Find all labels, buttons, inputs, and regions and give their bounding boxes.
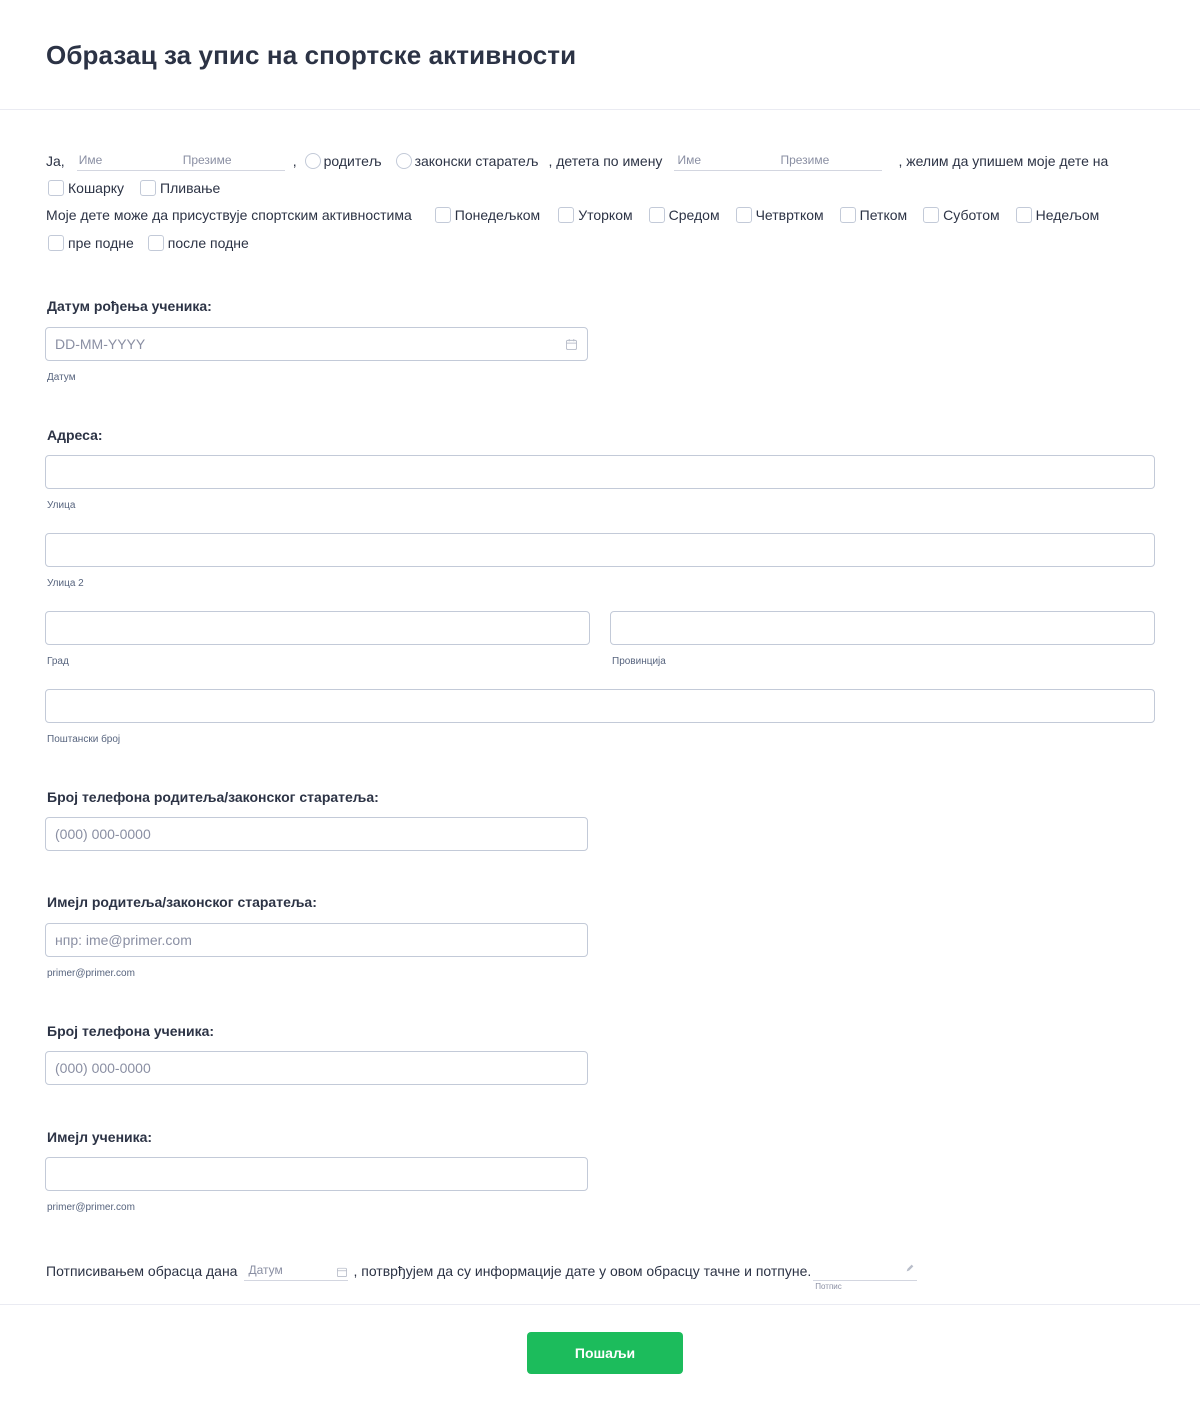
postal-code-input[interactable] bbox=[45, 689, 1155, 723]
calendar-icon[interactable] bbox=[566, 339, 577, 350]
parent-email-label: Имејл родитеља/законског старатеља: bbox=[47, 894, 317, 910]
checkbox-icon[interactable] bbox=[148, 235, 164, 251]
parent-email-input[interactable] bbox=[45, 923, 588, 957]
child-first-name-placeholder[interactable]: Име bbox=[677, 153, 701, 167]
days-row bbox=[46, 207, 1107, 223]
radio-parent-label: родитељ bbox=[323, 153, 382, 169]
signature-date-placeholder: Датум bbox=[248, 1263, 283, 1277]
birth-date-input[interactable] bbox=[45, 327, 588, 361]
parent-phone-label: Број телефона родитеља/законског старатеља: bbox=[47, 789, 379, 805]
checkbox-swimming[interactable] bbox=[140, 180, 220, 196]
student-phone-placeholder: (000) 000-0000 bbox=[55, 1060, 151, 1076]
signature-middle-text: , потврђујем да су информације дате у овом обрасцу тачне и потпуне. bbox=[353, 1263, 812, 1279]
intro-ja-text: Ја, bbox=[46, 153, 65, 169]
province-input[interactable] bbox=[610, 611, 1155, 645]
parent-phone-placeholder: (000) 000-0000 bbox=[55, 826, 151, 842]
checkbox-wednesday[interactable] bbox=[649, 207, 720, 223]
checkbox-monday[interactable] bbox=[435, 207, 540, 223]
city-input[interactable] bbox=[45, 611, 590, 645]
child-name-input[interactable] bbox=[674, 151, 882, 171]
street2-sublabel: Улица 2 bbox=[47, 578, 84, 589]
birth-date-placeholder: DD-MM-YYYY bbox=[55, 336, 146, 352]
checkbox-icon[interactable] bbox=[736, 207, 752, 223]
checkbox-thursday[interactable] bbox=[736, 207, 824, 223]
checkbox-wednesday-label: Средом bbox=[668, 207, 720, 223]
child-text: , детета по имену bbox=[548, 153, 663, 169]
checkbox-swimming-label: Пливање bbox=[160, 180, 221, 196]
sports-row bbox=[48, 180, 228, 196]
parent-last-name-placeholder[interactable]: Презиме bbox=[182, 153, 232, 167]
checkbox-tuesday-label: Уторком bbox=[578, 207, 633, 223]
student-phone-input[interactable] bbox=[45, 1051, 588, 1085]
checkbox-friday[interactable] bbox=[840, 207, 908, 223]
checkbox-icon[interactable] bbox=[923, 207, 939, 223]
checkbox-icon[interactable] bbox=[558, 207, 574, 223]
birth-date-sublabel: Датум bbox=[47, 372, 76, 383]
checkbox-sunday-label: Недељом bbox=[1035, 207, 1100, 223]
checkbox-icon[interactable] bbox=[435, 207, 451, 223]
calendar-icon[interactable] bbox=[337, 1267, 347, 1277]
child-last-name-placeholder[interactable]: Презиме bbox=[780, 153, 830, 167]
signature-row bbox=[46, 1261, 917, 1291]
checkbox-icon[interactable] bbox=[140, 180, 156, 196]
parent-first-name-placeholder[interactable]: Име bbox=[78, 153, 103, 167]
radio-circle-icon[interactable] bbox=[396, 153, 412, 169]
checkbox-saturday[interactable] bbox=[923, 207, 999, 223]
street2-input[interactable] bbox=[45, 533, 1155, 567]
times-row bbox=[48, 235, 257, 251]
radio-parent[interactable] bbox=[305, 153, 382, 169]
checkbox-afternoon[interactable] bbox=[148, 235, 249, 251]
province-sublabel: Провинција bbox=[612, 656, 666, 667]
checkbox-basketball-label: Кошарку bbox=[68, 180, 125, 196]
checkbox-thursday-label: Четвртком bbox=[755, 207, 824, 223]
radio-guardian-label: законски старатељ bbox=[414, 153, 539, 169]
form-header bbox=[0, 0, 1200, 110]
checkbox-saturday-label: Суботом bbox=[943, 207, 1000, 223]
parent-email-placeholder: нпр: ime@primer.com bbox=[55, 932, 192, 948]
comma-text: , bbox=[292, 153, 297, 169]
signature-sublabel: Потпис bbox=[815, 1282, 842, 1291]
checkbox-icon[interactable] bbox=[840, 207, 856, 223]
intro-sentence-row bbox=[46, 151, 1108, 171]
checkbox-icon[interactable] bbox=[1016, 207, 1032, 223]
street-input[interactable] bbox=[45, 455, 1155, 489]
checkbox-sunday[interactable] bbox=[1016, 207, 1100, 223]
student-email-label: Имејл ученика: bbox=[47, 1129, 153, 1145]
address-label: Адреса: bbox=[47, 427, 103, 443]
birth-date-label: Датум рођења ученика: bbox=[47, 298, 212, 314]
radio-circle-icon[interactable] bbox=[305, 153, 321, 169]
checkbox-icon[interactable] bbox=[48, 180, 64, 196]
checkbox-afternoon-label: после подне bbox=[167, 235, 249, 251]
attend-text: Моје дете може да присуствује спортским активностима bbox=[46, 207, 412, 223]
parent-email-sublabel: primer@primer.com bbox=[47, 968, 135, 979]
radio-guardian[interactable] bbox=[396, 153, 539, 169]
checkbox-icon[interactable] bbox=[48, 235, 64, 251]
parent-name-input[interactable] bbox=[77, 151, 285, 171]
checkbox-tuesday[interactable] bbox=[558, 207, 632, 223]
checkbox-morning-label: пре подне bbox=[68, 235, 134, 251]
checkbox-icon[interactable] bbox=[649, 207, 665, 223]
signature-prefix-text: Потписивањем обрасца дана bbox=[46, 1263, 238, 1279]
pen-icon bbox=[905, 1263, 915, 1273]
checkbox-morning[interactable] bbox=[48, 235, 134, 251]
parent-phone-input[interactable] bbox=[45, 817, 588, 851]
signature-pad[interactable] bbox=[813, 1261, 917, 1291]
student-email-sublabel: primer@primer.com bbox=[47, 1202, 135, 1213]
student-email-input[interactable] bbox=[45, 1157, 588, 1191]
enroll-text: , желим да упишем моје дете на bbox=[898, 153, 1109, 169]
checkbox-friday-label: Петком bbox=[859, 207, 908, 223]
city-sublabel: Град bbox=[47, 656, 69, 667]
form-footer bbox=[0, 1304, 1200, 1407]
postal-code-sublabel: Поштански број bbox=[47, 734, 121, 745]
student-phone-label: Број телефона ученика: bbox=[47, 1023, 215, 1039]
page-title: Образац за упис на спортске активности bbox=[46, 40, 577, 70]
checkbox-monday-label: Понедељком bbox=[454, 207, 541, 223]
submit-button[interactable]: Пошаљи bbox=[527, 1332, 683, 1374]
checkbox-basketball[interactable] bbox=[48, 180, 124, 196]
street-sublabel: Улица bbox=[47, 500, 76, 511]
signature-date-input[interactable] bbox=[244, 1261, 348, 1281]
